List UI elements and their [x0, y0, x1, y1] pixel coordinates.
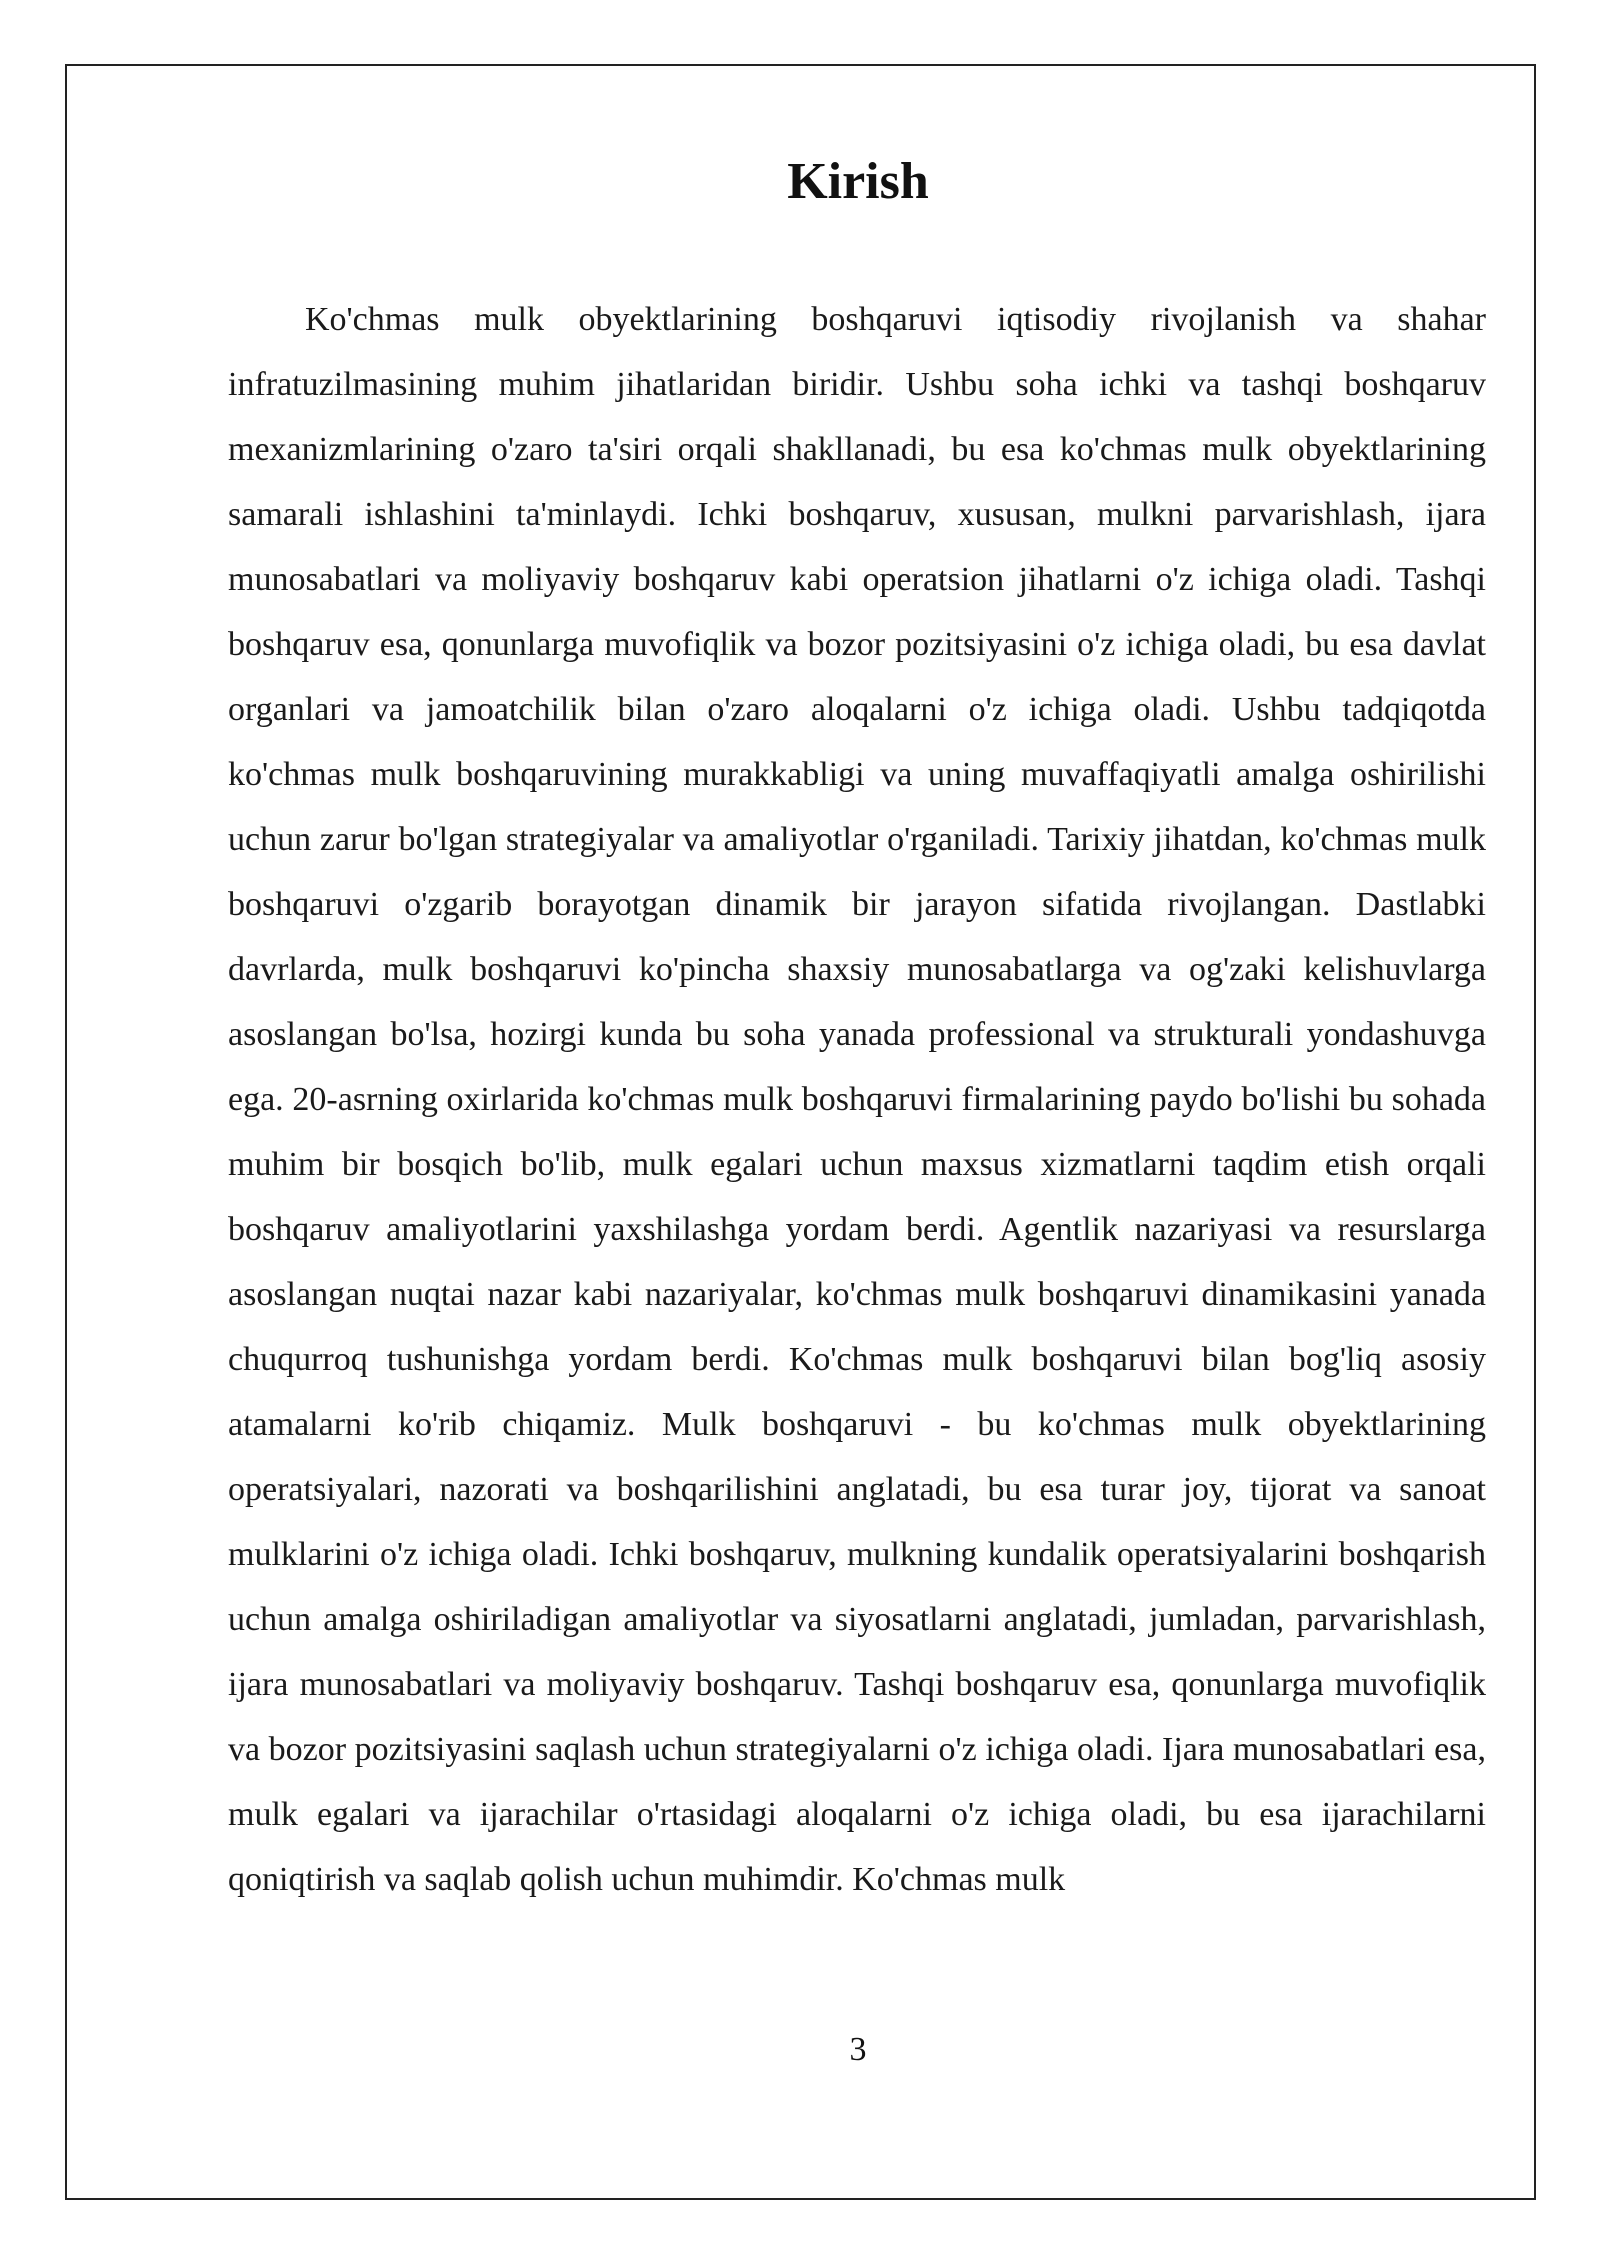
page-number: 3 [849, 2031, 867, 2068]
page-title: Kirish [787, 153, 929, 210]
body-paragraph: Ko'chmas mulk obyektlarining boshqaruvi iqtisodiy rivojlanish va shahar infratuzilmasining muhim jihatlaridan biridir. Ushbu soha ichki va tashqi boshqaruv mexanizmlarining o'zaro ta'siri orqali shakllanadi, bu esa ko'chmas mulk obyektlarining samarali ishlashini ta'minlaydi. Ichki boshqaruv, xususan, mulkni parvarishlash, ijara munosabatlari va moliyaviy boshqaruv kabi operatsion jihatlarni o'z ichiga oladi. Tashqi boshqaruv esa, qonunlarga muvofiqlik va bozor pozitsiyasini o'z ichiga oladi, bu esa davlat organlari va jamoatchilik bilan o'zaro aloqalarni o'z ichiga oladi. Ushbu tadqiqotda ko'chmas mulk boshqaruvining murakkabligi va uning muvaffaqiyatli amalga oshirilishi uchun zarur bo'lgan strategiyalar va amaliyotlar o'rganiladi. Tarixiy jihatdan, ko'chmas mulk boshqaruvi o'zgarib borayotgan dinamik bir jarayon sifatida rivojlangan. Dastlabki davrlarda, mulk boshqaruvi ko'pincha shaxsiy munosabatlarga va og'zaki kelishuvlarga asoslangan bo'lsa, hozirgi kunda bu soha yanada professional va strukturali yondashuvga ega. 20-asrning oxirlarida ko'chmas mulk boshqaruvi firmalarining paydo bo'lishi bu sohada muhim bir bosqich bo'lib, mulk egalari uchun maxsus xizmatlarni taqdim etish orqali boshqaruv amaliyotlarini yaxshilashga yordam berdi. Agentlik nazariyasi va resurslarga asoslangan nuqtai nazar kabi nazariyalar, ko'chmas mulk boshqaruvi dinamikasini yanada chuqurroq tushunishga yordam berdi. Ko'chmas mulk boshqaruvi bilan bog'liq asosiy atamalarni ko'rib chiqamiz. Mulk boshqaruvi - bu ko'chmas mulk obyektlarining operatsiyalari, nazorati va boshqarilishini anglatadi, bu esa turar joy, tijorat va sanoat mulklarini o'z ichiga oladi. Ichki boshqaruv, mulkning kundalik operatsiyalarini boshqarish uchun amalga oshiriladigan amaliyotlar va siyosatlarni anglatadi, jumladan, parvarishlash, ijara munosabatlari va moliyaviy boshqaruv. Tashqi boshqaruv esa, qonunlarga muvofiqlik va bozor pozitsiyasini saqlash uchun strategiyalarni o'z ichiga oladi. Ijara munosabatlari esa, mulk egalari va ijarachilar o'rtasidagi aloqalarni o'z ichiga oladi, bu esa ijarachilarni qoniqtirish va saqlab qolish uchun muhimdir. Ko'chmas mulk [228, 301, 1486, 1898]
